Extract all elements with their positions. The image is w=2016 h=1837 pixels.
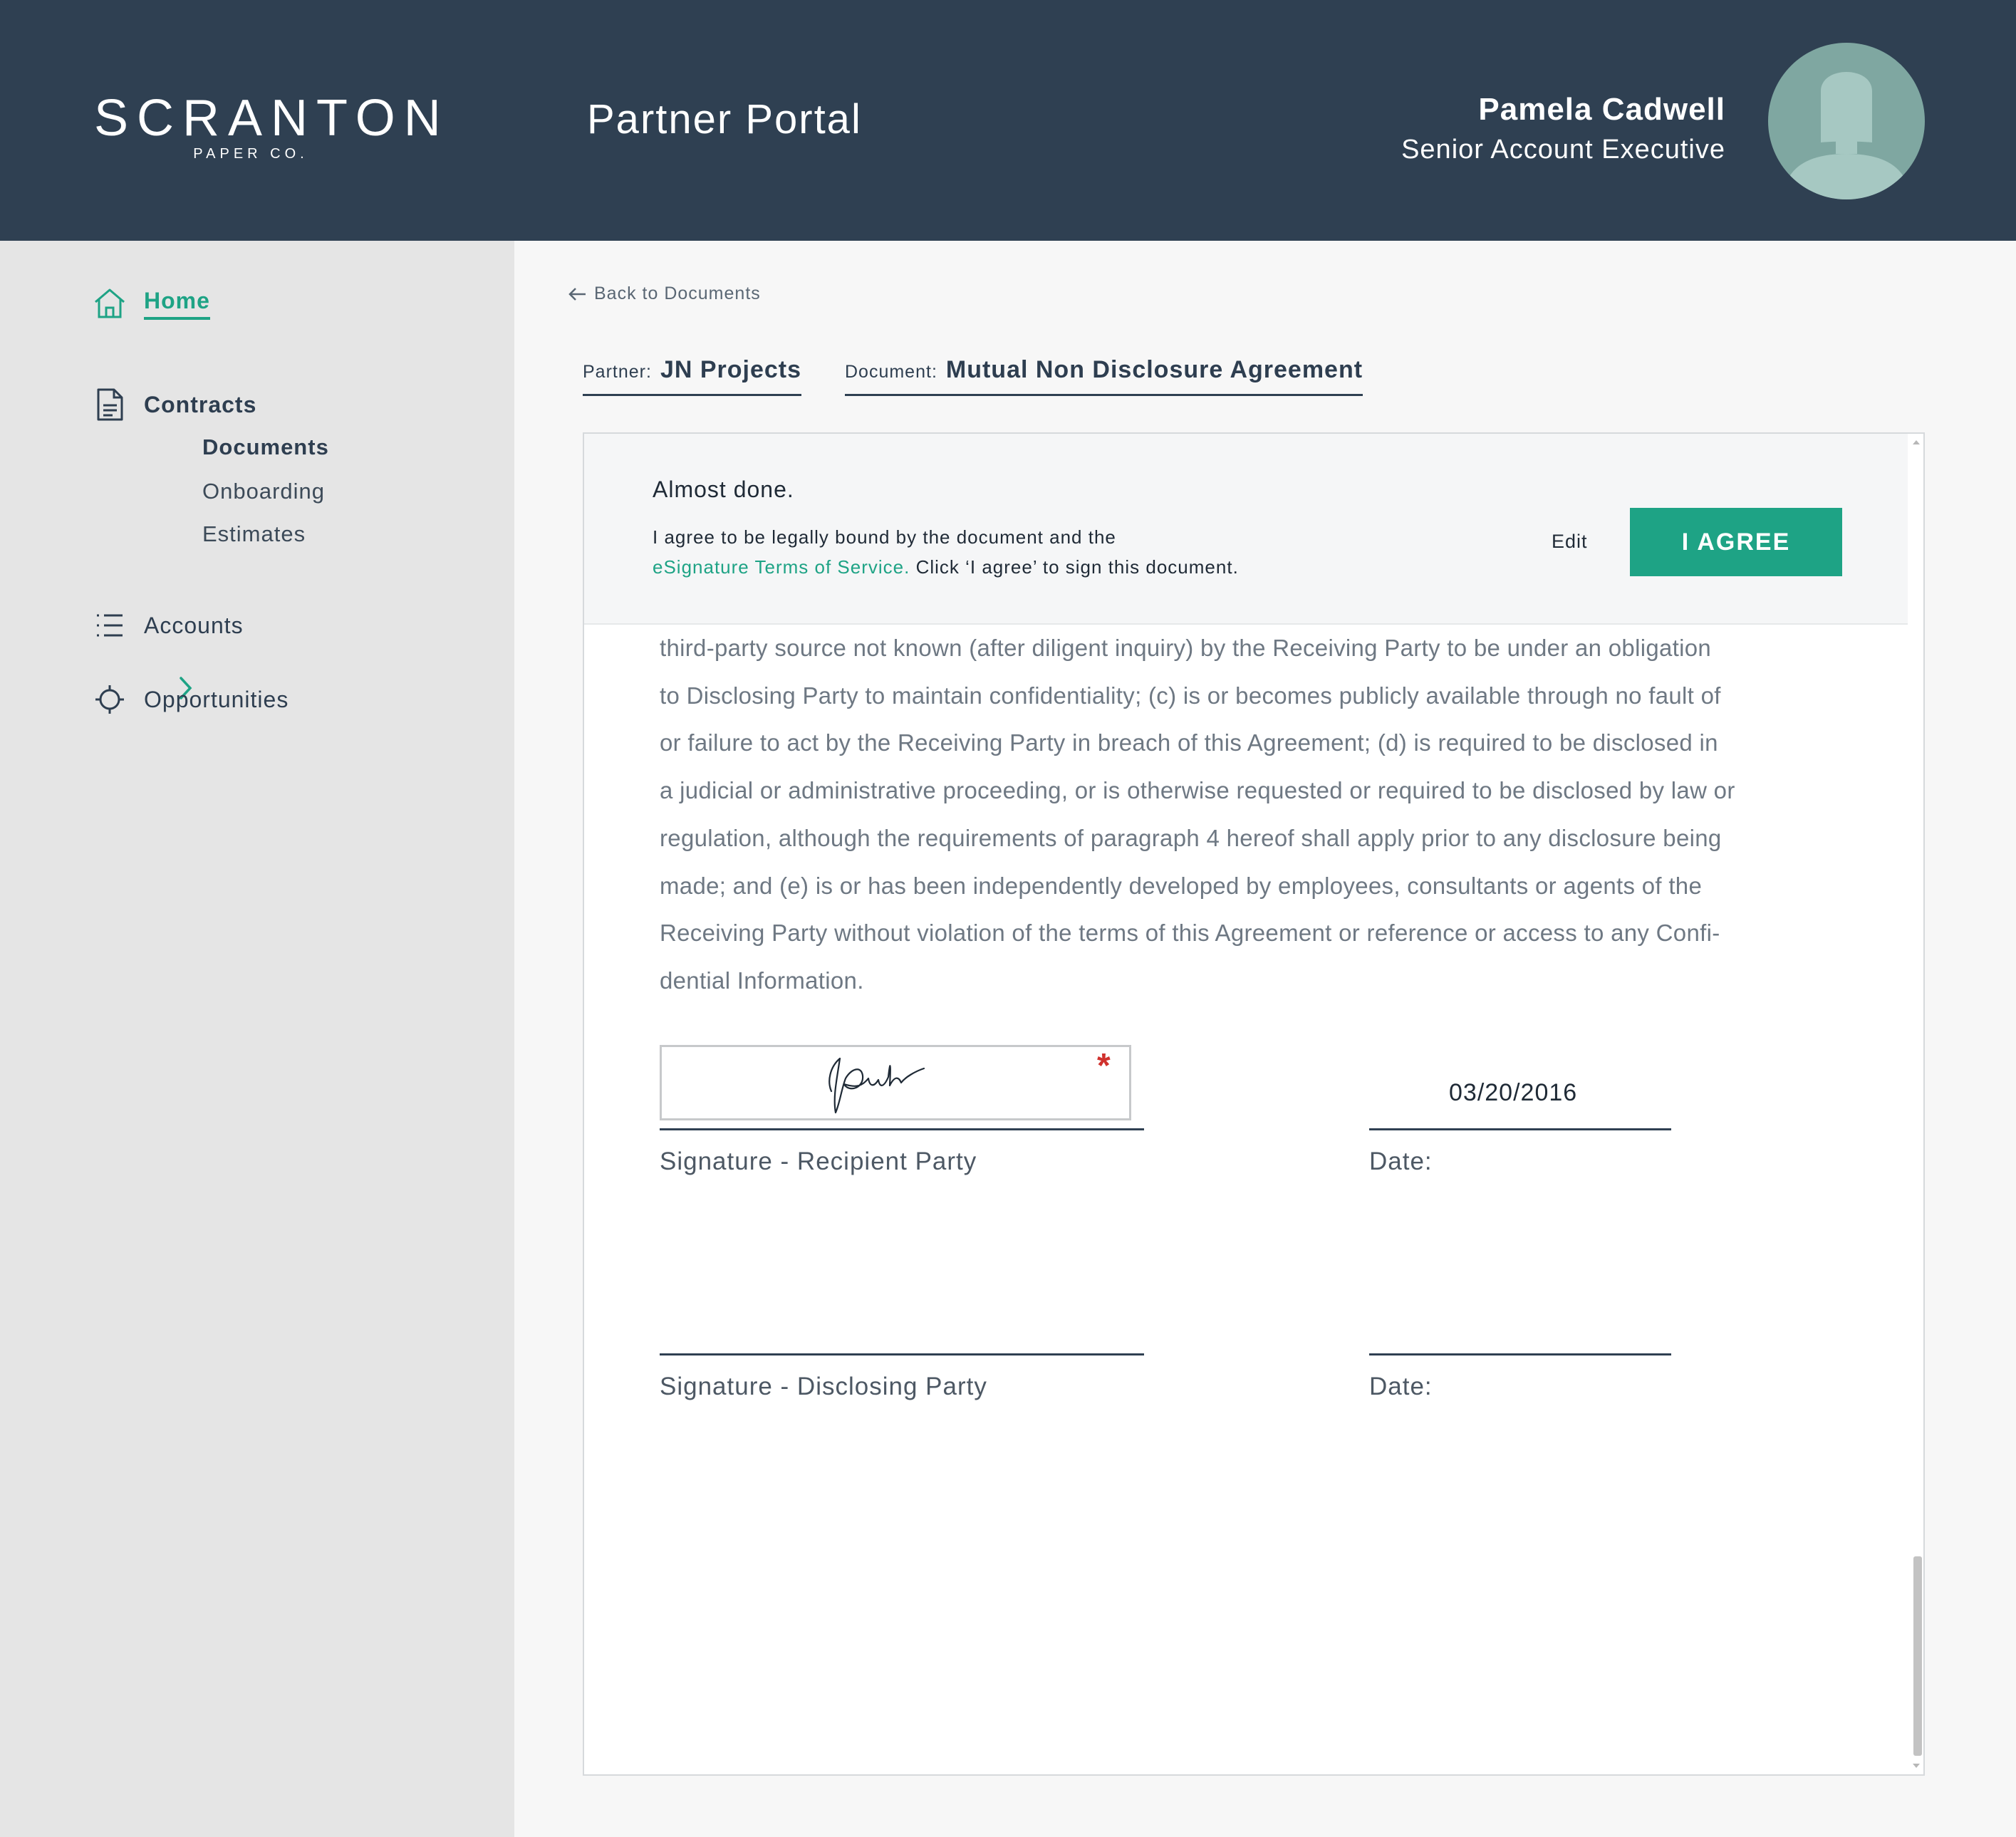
scroll-up-arrow-icon[interactable]: [1911, 437, 1922, 448]
document-viewer[interactable]: [583, 432, 1925, 1776]
document-line: a judicial or administrative proceeding, or is otherwise requested or required to be disclosed by law or: [660, 777, 1735, 804]
recipient-signature-field[interactable]: [660, 1045, 1131, 1120]
document-line: or failure to act by the Receiving Party in breach of this Agreement; (d) is required to be disclosed in: [660, 729, 1718, 756]
avatar[interactable]: [1768, 43, 1925, 199]
brand-logo[interactable]: SCRANTON: [94, 90, 450, 147]
agreement-heading: Almost done.: [653, 477, 794, 502]
sidebar-item-estimates[interactable]: Estimates: [202, 521, 306, 546]
sidebar-item-onboarding[interactable]: Onboarding: [202, 479, 326, 504]
signature-disclosing-label: Signature - Disclosing Party: [660, 1373, 987, 1400]
brand-tagline: PAPER CO.: [193, 146, 308, 162]
agreement-panel: [584, 434, 1908, 625]
sidebar: [0, 241, 514, 1837]
user-silhouette-icon: [1768, 43, 1925, 199]
scrollbar-thumb[interactable]: [1913, 1556, 1922, 1756]
agreement-text: [653, 522, 1239, 582]
sidebar-item-documents[interactable]: Documents: [202, 434, 329, 459]
esignature-terms-link[interactable]: eSignature Terms of Service.: [653, 556, 910, 578]
sidebar-item-opportunities[interactable]: [91, 681, 289, 718]
document-body: [660, 625, 1856, 1005]
sidebar-item-home-label: Home: [144, 288, 210, 320]
signature-line-disclosing[interactable]: [660, 1353, 1144, 1355]
agreement-text-line2: Click ‘I agree’ to sign this document.: [910, 556, 1239, 578]
sidebar-item-accounts[interactable]: [91, 607, 244, 644]
i-agree-button[interactable]: I AGREE: [1630, 508, 1842, 576]
top-header: [0, 0, 2016, 241]
sidebar-item-home[interactable]: [91, 285, 210, 322]
partner-label: Partner:: [583, 362, 652, 382]
date-line-disclosing[interactable]: [1369, 1353, 1671, 1355]
sidebar-item-accounts-label: Accounts: [144, 612, 244, 638]
portal-title: Partner Portal: [587, 96, 862, 142]
home-icon: [91, 285, 128, 322]
date-line-recipient: [1369, 1128, 1671, 1130]
document-line: Receiving Party without violation of the terms of this Agreement or reference or access to any Confi-: [660, 920, 1720, 947]
sidebar-item-contracts-label: Contracts: [144, 391, 257, 417]
required-indicator: *: [1097, 1047, 1111, 1085]
agreement-text-line1: I agree to be legally bound by the document and the: [653, 526, 1116, 548]
edit-button[interactable]: Edit: [1552, 531, 1588, 552]
date-value[interactable]: 03/20/2016: [1449, 1079, 1578, 1106]
document-line: dential Information.: [660, 967, 864, 994]
user-name: Pamela Cadwell: [1478, 92, 1725, 127]
document-field: [845, 356, 1363, 396]
partner-value: JN Projects: [660, 356, 802, 383]
user-role: Senior Account Executive: [1401, 135, 1725, 165]
crosshair-icon: [91, 681, 128, 718]
handwritten-signature: [662, 1047, 1129, 1118]
scroll-down-arrow-icon[interactable]: [1911, 1760, 1922, 1771]
arrow-left-icon: [567, 286, 588, 303]
list-icon: [91, 607, 128, 644]
signature-recipient-label: Signature - Recipient Party: [660, 1148, 977, 1175]
back-to-documents-link[interactable]: [567, 283, 761, 304]
document-label: Document:: [845, 362, 937, 382]
document-icon: [91, 386, 128, 423]
document-value: Mutual Non Disclosure Agreement: [945, 356, 1363, 383]
document-line: regulation, although the requirements of paragraph 4 hereof shall apply prior to any disclosure being: [660, 824, 1722, 851]
back-link-label: Back to Documents: [594, 283, 761, 303]
document-line: third-party source not known (after diligent inquiry) by the Receiving Party to be under an obligation: [660, 635, 1712, 661]
document-line: to Disclosing Party to maintain confidentiality; (c) is or becomes publicly available through no fault of: [660, 682, 1721, 709]
sidebar-item-opportunities-label: Opportunities: [144, 686, 289, 712]
date-label-disclosing: Date:: [1369, 1373, 1433, 1400]
partner-field: [583, 356, 801, 396]
date-label-recipient: Date:: [1369, 1148, 1433, 1175]
sidebar-item-contracts[interactable]: [91, 386, 256, 423]
document-line: made; and (e) is or has been independently developed by employees, consultants or agents of the: [660, 872, 1703, 899]
signature-line-recipient: [660, 1128, 1144, 1130]
